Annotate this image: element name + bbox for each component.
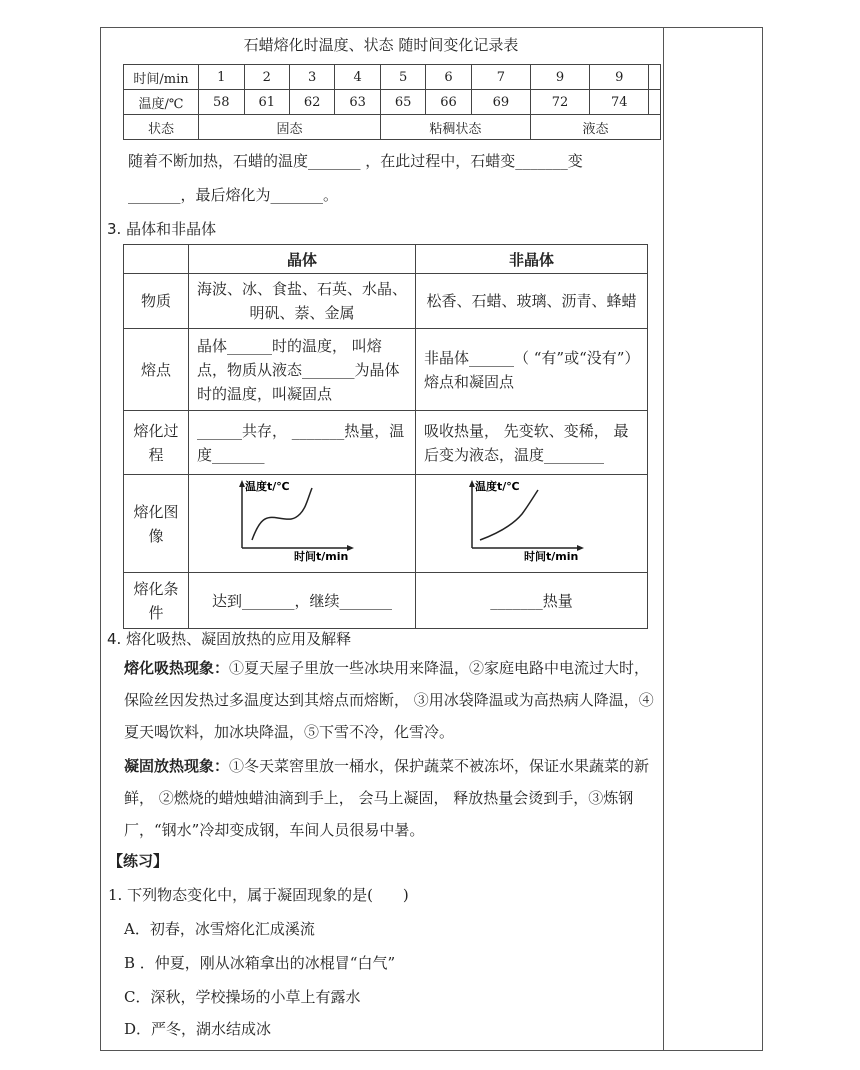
time-label: 时间/min: [124, 65, 199, 90]
svg-text:温度t/℃: 温度t/℃: [474, 480, 520, 493]
crystal-cell: 达到_______，继续_______: [189, 573, 416, 629]
noncrystal-graph-cell: [416, 475, 648, 573]
header-crystal: 晶体: [189, 245, 416, 274]
observation-line-1: 随着不断加热，石蜡的温度_______ ，在此过程中，石蜡变_______变: [128, 152, 583, 170]
empty-cell: [649, 65, 661, 90]
solid-paragraph: [124, 750, 660, 846]
temp-cell: 65: [380, 90, 425, 115]
temp-cell: 72: [530, 90, 589, 115]
crystal-cell: 海波、冰、食盐、石英、水晶、明矾、萘、金属: [189, 274, 416, 329]
time-cell: 5: [380, 65, 425, 90]
time-cell: 9: [530, 65, 589, 90]
temp-cell: 74: [590, 90, 649, 115]
noncrystal-cell: _______热量: [416, 573, 648, 629]
noncrystal-cell: 松香、石蜡、玻璃、沥青、蜂蜡: [416, 274, 648, 329]
time-cell: 7: [471, 65, 530, 90]
empty-cell: [649, 90, 661, 115]
melt-text: ①夏天屋子里放一些冰块用来降温，②家庭电路中电流过大时， 保险丝因发热过多温度达到其熔点而熔断， ③用冰袋降温或为高热病人降温，④夏天喝饮料，加冰块降温，⑤下雪不冷，化雪冷。: [124, 659, 654, 741]
svg-text:温度t/℃: 温度t/℃: [245, 480, 290, 493]
state-liquid: 液态: [530, 115, 660, 140]
row-label: 熔化条件: [124, 573, 189, 629]
row-label: 熔化图像: [124, 475, 189, 573]
row-label: 物质: [124, 274, 189, 329]
record-table: [123, 64, 661, 140]
state-solid: 固态: [199, 115, 381, 140]
melt-title: 熔化吸热现象：: [124, 659, 230, 677]
temp-cell: 62: [289, 90, 334, 115]
crystal-melting-graph: [232, 478, 372, 562]
noncrystal-cell: 吸收热量， 先变软、变稀， 最后变为液态，温度________: [416, 411, 648, 475]
crystal-comparison-table: [123, 244, 648, 629]
temp-cell: 61: [244, 90, 289, 115]
section4-heading: 4. 熔化吸热、凝固放热的应用及解释: [107, 630, 352, 648]
time-cell: 4: [335, 65, 380, 90]
crystal-cell: ______共存， _______热量，温度_______: [189, 411, 416, 475]
row-label: 熔点: [124, 329, 189, 411]
solid-title: 凝固放热现象：: [124, 757, 230, 775]
side-column: [662, 27, 763, 1051]
noncrystal-melting-graph: [462, 478, 602, 562]
solid-text: ①冬天菜窖里放一桶水，保护蔬菜不被冻坏，保证水果蔬菜的新鲜， ②燃烧的蜡烛蜡油滴到手上， 会马上凝固， 释放热量会烫到手，③炼钢厂，“钢水”冷却变成钢，车间人员很易中暑。: [124, 757, 650, 839]
temp-cell: 58: [199, 90, 244, 115]
row-label: 熔化过程: [124, 411, 189, 475]
crystal-graph-cell: [189, 475, 416, 573]
option-b: B ．仲夏，刚从冰箱拿出的冰棍冒“白气”: [124, 954, 396, 972]
temp-cell: 66: [426, 90, 471, 115]
state-viscous: 粘稠状态: [380, 115, 530, 140]
header-noncrystal: 非晶体: [416, 245, 648, 274]
svg-text:时间t/min: 时间t/min: [523, 550, 578, 562]
practice-heading: 【练习】: [108, 852, 169, 870]
noncrystal-cell: 非晶体______（ “有”或“没有”）熔点和凝固点: [416, 329, 648, 411]
state-label: 状态: [124, 115, 199, 140]
temp-cell: 69: [471, 90, 530, 115]
option-c: C．深秋，学校操场的小草上有露水: [124, 988, 361, 1006]
time-cell: 3: [289, 65, 334, 90]
temp-label: 温度/℃: [124, 90, 199, 115]
option-d: D．严冬，湖水结成冰: [124, 1020, 272, 1038]
melt-paragraph: [124, 652, 660, 748]
option-a: A．初春，冰雪熔化汇成溪流: [124, 920, 315, 938]
time-cell: 1: [199, 65, 244, 90]
record-table-title: 石蜡熔化时温度、状态 随时间变化记录表: [243, 36, 519, 54]
empty-header: [124, 245, 189, 274]
svg-text:时间t/min: 时间t/min: [294, 550, 349, 562]
practice-question: 1. 下列物态变化中，属于凝固现象的是( ): [108, 886, 409, 904]
time-cell: 9: [590, 65, 649, 90]
observation-line-2: _______，最后熔化为_______。: [128, 186, 339, 204]
crystal-cell: 晶体______时的温度， 叫熔点，物质从液态_______为晶体时的温度，叫凝固点: [189, 329, 416, 411]
time-cell: 2: [244, 65, 289, 90]
temp-cell: 63: [335, 90, 380, 115]
time-cell: 6: [426, 65, 471, 90]
section3-heading: 3. 晶体和非晶体: [107, 220, 217, 238]
